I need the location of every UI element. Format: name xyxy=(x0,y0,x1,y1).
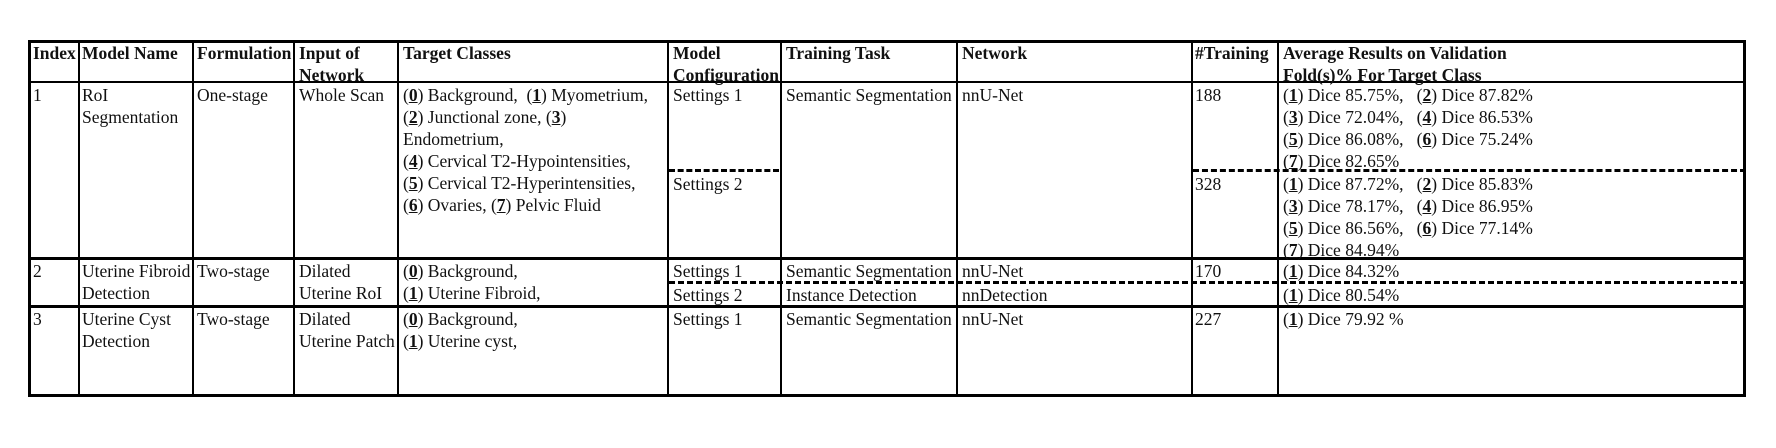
row1-target-line: Endometrium, xyxy=(403,129,504,149)
row1-s1-network: nnU-Net xyxy=(962,85,1024,105)
row1-target-line: (5) Cervical T2-Hyperintensities, xyxy=(403,173,636,193)
row3-s1-network: nnU-Net xyxy=(962,309,1024,329)
row1-target-line: (4) Cervical T2-Hypointensities, xyxy=(403,151,631,171)
row2-input-l1: Dilated xyxy=(299,261,351,281)
row2-index: 2 xyxy=(33,261,42,281)
row3-index: 3 xyxy=(33,309,42,329)
header-index: Index xyxy=(33,43,76,63)
header-model-name: Model Name xyxy=(82,43,178,63)
row1-input: Whole Scan xyxy=(299,85,385,105)
header-results-line2: Fold(s)% For Target Class xyxy=(1283,65,1482,85)
row1-s1-result-line: (1) Dice 85.75%, (2) Dice 87.82% xyxy=(1283,85,1533,105)
row1-s2-result-line: (5) Dice 86.56%, (6) Dice 77.14% xyxy=(1283,218,1533,238)
row2-formulation: Two-stage xyxy=(197,261,270,281)
row1-s2-result-line: (1) Dice 87.72%, (2) Dice 85.83% xyxy=(1283,174,1533,194)
header-target-classes: Target Classes xyxy=(403,43,511,63)
row2-s1-training: 170 xyxy=(1195,261,1222,281)
col-divider xyxy=(397,43,399,394)
row1-s1-task: Semantic Segmentation xyxy=(786,85,952,105)
row3-s1-config: Settings 1 xyxy=(673,309,743,329)
row1-s1-result-line: (7) Dice 82.65% xyxy=(1283,151,1400,171)
row3-input-l1: Dilated xyxy=(299,309,351,329)
row1-s1-config: Settings 1 xyxy=(673,85,743,105)
row1-model-name-l2: Segmentation xyxy=(82,107,179,127)
row2-target-line: (0) Background, xyxy=(403,261,518,281)
col-divider xyxy=(78,43,80,394)
col-divider xyxy=(667,43,669,394)
header-config-line1: Model xyxy=(673,43,721,63)
row2-s1-result-line: (1) Dice 84.32% xyxy=(1283,261,1400,281)
row3-model-name-l1: Uterine Cyst xyxy=(82,309,171,329)
row3-model-name-l2: Detection xyxy=(82,331,151,351)
row3-s1-training: 227 xyxy=(1195,309,1222,329)
col-divider xyxy=(1191,43,1193,394)
row2-s1-network: nnU-Net xyxy=(962,261,1024,281)
row3-target-line: (0) Background, xyxy=(403,309,518,329)
results-table xyxy=(28,40,1746,397)
header-input-line1: Input of xyxy=(299,43,360,63)
row1-index: 1 xyxy=(33,85,42,105)
row2-s1-config: Settings 1 xyxy=(673,261,743,281)
col-divider xyxy=(1277,43,1279,394)
row3-formulation: Two-stage xyxy=(197,309,270,329)
header-network: Network xyxy=(962,43,1028,63)
row2-s2-task: Instance Detection xyxy=(786,285,917,305)
col-divider xyxy=(293,43,295,394)
header-results-line1: Average Results on Validation xyxy=(1283,43,1507,63)
row3-target-line: (1) Uterine cyst, xyxy=(403,331,518,351)
row1-target-line: (6) Ovaries, (7) Pelvic Fluid xyxy=(403,195,601,215)
row2-model-name-l2: Detection xyxy=(82,283,151,303)
row1-s2-config: Settings 2 xyxy=(673,174,743,194)
col-divider xyxy=(780,43,782,394)
row2-s2-network: nnDetection xyxy=(962,285,1048,305)
col-divider xyxy=(192,43,194,394)
header-training-task: Training Task xyxy=(786,43,891,63)
row1-s2-result-line: (3) Dice 78.17%, (4) Dice 86.95% xyxy=(1283,196,1533,216)
header-training: #Training xyxy=(1195,43,1269,63)
header-config-line2: Configuration xyxy=(673,65,779,85)
row3-s1-result-line: (1) Dice 79.92 % xyxy=(1283,309,1404,329)
row2-s1-task: Semantic Segmentation xyxy=(786,261,952,281)
row2-model-name-l1: Uterine Fibroid xyxy=(82,261,191,281)
row2-input-l2: Uterine RoI xyxy=(299,283,383,303)
row2-s2-result-line: (1) Dice 80.54% xyxy=(1283,285,1400,305)
row3-input-l2: Uterine Patch xyxy=(299,331,395,351)
row1-target-line: (0) Background, (1) Myometrium, xyxy=(403,85,648,105)
row1-s2-training: 328 xyxy=(1195,174,1222,194)
row1-s1-training: 188 xyxy=(1195,85,1222,105)
row2-s2-config: Settings 2 xyxy=(673,285,743,305)
row1-target-line: (2) Junctional zone, (3) xyxy=(403,107,567,127)
row3-s1-task: Semantic Segmentation xyxy=(786,309,952,329)
header-formulation: Formulation xyxy=(197,43,292,63)
row2-target-line: (1) Uterine Fibroid, xyxy=(403,283,541,303)
row1-s1-result-line: (3) Dice 72.04%, (4) Dice 86.53% xyxy=(1283,107,1533,127)
row1-s1-result-line: (5) Dice 86.08%, (6) Dice 75.24% xyxy=(1283,129,1533,149)
row1-model-name-l1: RoI xyxy=(82,85,109,105)
row1-s2-result-line: (7) Dice 84.94% xyxy=(1283,240,1400,260)
col-divider xyxy=(956,43,958,394)
row1-formulation: One-stage xyxy=(197,85,268,105)
header-input-line2: Network xyxy=(299,65,365,85)
